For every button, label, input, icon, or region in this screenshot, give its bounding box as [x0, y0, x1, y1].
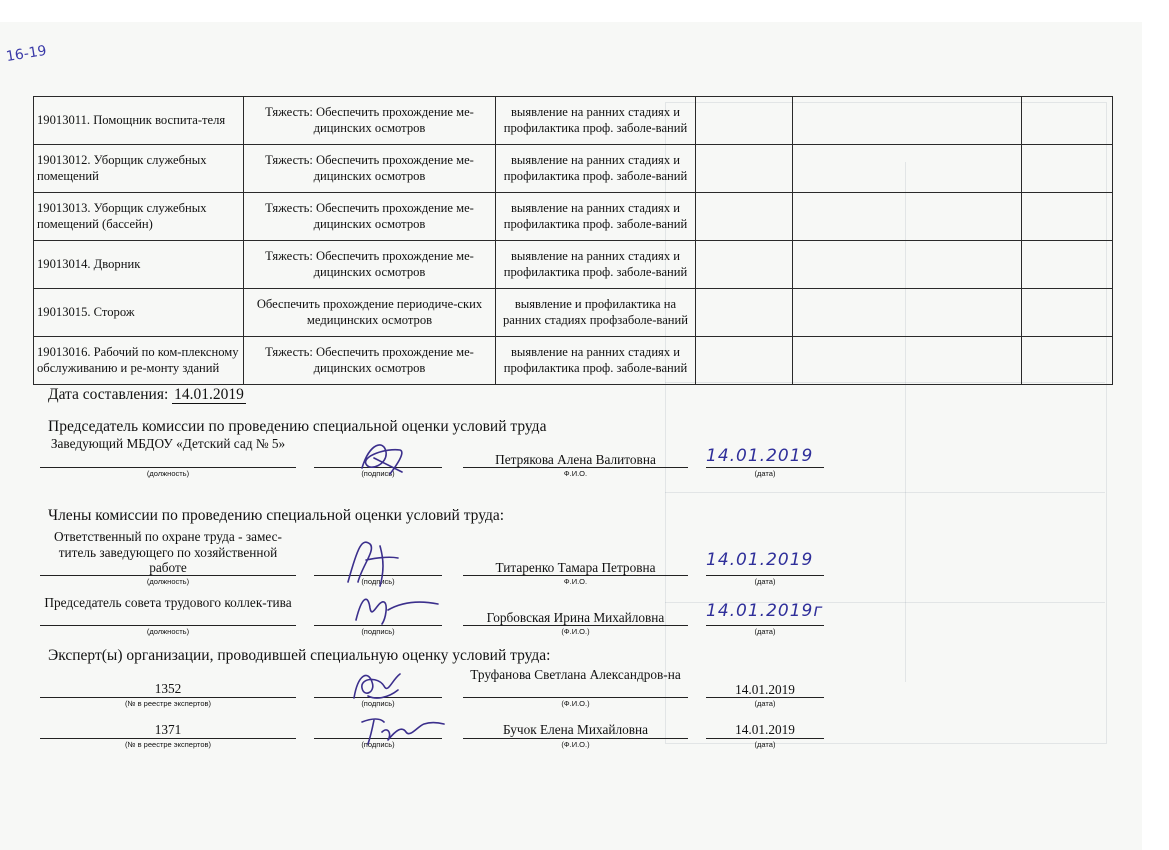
expert-signature — [348, 666, 408, 706]
date-line — [706, 625, 824, 626]
empty-cell — [1022, 337, 1113, 385]
member-signature — [352, 590, 442, 630]
caption-signature: (подпись) — [361, 469, 395, 478]
caption-signature: (подпись) — [361, 577, 395, 586]
member-name: Титаренко Тамара Петровна — [495, 560, 656, 575]
empty-cell — [1022, 97, 1113, 145]
empty-cell — [1022, 241, 1113, 289]
empty-cell — [793, 97, 1022, 145]
caption-signature: (подпись) — [361, 699, 395, 708]
caption-fio: Ф.И.О. — [563, 469, 588, 478]
caption-position: (должность) — [146, 469, 190, 478]
table-row — [34, 241, 1113, 289]
workplace-cell: 19013011. Помощник воспита-теля — [34, 97, 244, 145]
empty-cell — [1022, 193, 1113, 241]
empty-cell — [793, 289, 1022, 337]
empty-cell — [696, 289, 793, 337]
goal-cell: выявление на ранних стадиях и профилактика проф. заболе-ваний — [496, 337, 696, 385]
date-line — [706, 738, 824, 739]
chair-signature — [356, 438, 416, 482]
date-line — [706, 575, 824, 576]
goal-cell: выявление на ранних стадиях и профилактика проф. заболе-ваний — [496, 97, 696, 145]
caption-fio: (Ф.И.О.) — [561, 740, 590, 749]
name-line — [463, 738, 688, 739]
date-value: 14.01.2019 — [174, 386, 244, 403]
chair-name: Петрякова Алена Валитовна — [495, 452, 656, 467]
registry-line — [40, 697, 296, 698]
caption-signature: (подпись) — [361, 740, 395, 749]
position-line — [40, 575, 296, 576]
caption-fio: Ф.И.О. — [563, 577, 588, 586]
expert-reg-no: 1352 — [154, 681, 182, 696]
workplace-cell: 19013013. Уборщик служебных помещений (бассейн) — [34, 193, 244, 241]
empty-cell — [1022, 289, 1113, 337]
table-row — [34, 337, 1113, 385]
empty-cell — [1022, 145, 1113, 193]
empty-cell — [793, 145, 1022, 193]
empty-cell — [793, 337, 1022, 385]
member-handwritten-date: 14.01.2019г — [706, 601, 824, 621]
caption-position: (должность) — [146, 627, 190, 636]
position-line — [40, 625, 296, 626]
caption-date: (дата) — [754, 699, 776, 708]
goal-cell: выявление и профилактика на ранних стадиях профзаболе-ваний — [496, 289, 696, 337]
expert-name: Бучок Елена Михайловна — [502, 722, 649, 737]
member-position: Ответственный по охране труда - замес-титель заведующего по хозяйственной работе — [54, 529, 282, 576]
measure-cell: Тяжесть: Обеспечить прохождение ме-дицинских осмотров — [244, 337, 496, 385]
caption-signature: (подпись) — [361, 627, 395, 636]
name-line — [463, 697, 688, 698]
empty-cell — [793, 193, 1022, 241]
member-signature — [340, 536, 410, 592]
caption-date: (дата) — [754, 469, 776, 478]
workplace-cell: 19013016. Рабочий по ком-плексному обслуживанию и ре-монту зданий — [34, 337, 244, 385]
margin-handwritten-note: 16-19 — [4, 42, 48, 66]
member-handwritten-date: 14.01.2019 — [706, 550, 814, 570]
compilation-date — [48, 386, 246, 404]
date-label: Дата составления: — [48, 386, 169, 403]
expert-date: 14.01.2019 — [735, 722, 795, 737]
table-row — [34, 145, 1113, 193]
expert-date: 14.01.2019 — [735, 682, 795, 697]
measure-cell: Обеспечить прохождение периодиче-ских медицинских осмотров — [244, 289, 496, 337]
empty-cell — [696, 97, 793, 145]
name-line — [463, 625, 688, 626]
measure-cell: Тяжесть: Обеспечить прохождение ме-дицинских осмотров — [244, 97, 496, 145]
empty-cell — [696, 337, 793, 385]
name-line — [463, 575, 688, 576]
empty-cell — [696, 145, 793, 193]
caption-position: (должность) — [146, 577, 190, 586]
table-row — [34, 193, 1113, 241]
caption-date: (дата) — [754, 740, 776, 749]
workplace-cell: 19013015. Сторож — [34, 289, 244, 337]
expert-signature — [358, 712, 448, 748]
expert-name: Труфанова Светлана Александров-на — [470, 667, 681, 682]
member-name: Горбовская Ирина Михайловна — [486, 610, 665, 625]
date-line — [706, 697, 824, 698]
date-line — [706, 467, 824, 468]
measure-cell: Тяжесть: Обеспечить прохождение ме-дицинских осмотров — [244, 193, 496, 241]
caption-fio: (Ф.И.О.) — [561, 627, 590, 636]
name-line — [463, 467, 688, 468]
goal-cell: выявление на ранних стадиях и профилактика проф. заболе-ваний — [496, 193, 696, 241]
member-position: Председатель совета трудового коллек-тива — [44, 595, 292, 610]
measure-cell: Тяжесть: Обеспечить прохождение ме-дицинских осмотров — [244, 145, 496, 193]
position-line — [40, 467, 296, 468]
experts-heading: Эксперт(ы) организации, проводившей специальную оценку условий труда: — [48, 647, 551, 664]
caption-date: (дата) — [754, 627, 776, 636]
chair-heading: Председатель комиссии по проведению специальной оценки условий труда — [48, 418, 547, 435]
goal-cell: выявление на ранних стадиях и профилактика проф. заболе-ваний — [496, 145, 696, 193]
chair-handwritten-date: 14.01.2019 — [706, 446, 814, 466]
workplace-cell: 19013014. Дворник — [34, 241, 244, 289]
chair-position: Заведующий МБДОУ «Детский сад № 5» — [50, 436, 286, 451]
expert-reg-no: 1371 — [154, 722, 182, 737]
caption-fio: (Ф.И.О.) — [561, 699, 590, 708]
members-heading: Члены комиссии по проведению специальной оценки условий труда: — [48, 507, 505, 524]
measures-table — [33, 96, 1113, 385]
empty-cell — [696, 193, 793, 241]
table-row — [34, 289, 1113, 337]
empty-cell — [793, 241, 1022, 289]
empty-cell — [696, 241, 793, 289]
workplace-cell: 19013012. Уборщик служебных помещений — [34, 145, 244, 193]
table-row — [34, 97, 1113, 145]
registry-line — [40, 738, 296, 739]
caption-registry: (№ в реестре экспертов) — [124, 740, 211, 749]
goal-cell: выявление на ранних стадиях и профилактика проф. заболе-ваний — [496, 241, 696, 289]
measure-cell: Тяжесть: Обеспечить прохождение ме-дицинских осмотров — [244, 241, 496, 289]
caption-registry: (№ в реестре экспертов) — [124, 699, 211, 708]
caption-date: (дата) — [754, 577, 776, 586]
